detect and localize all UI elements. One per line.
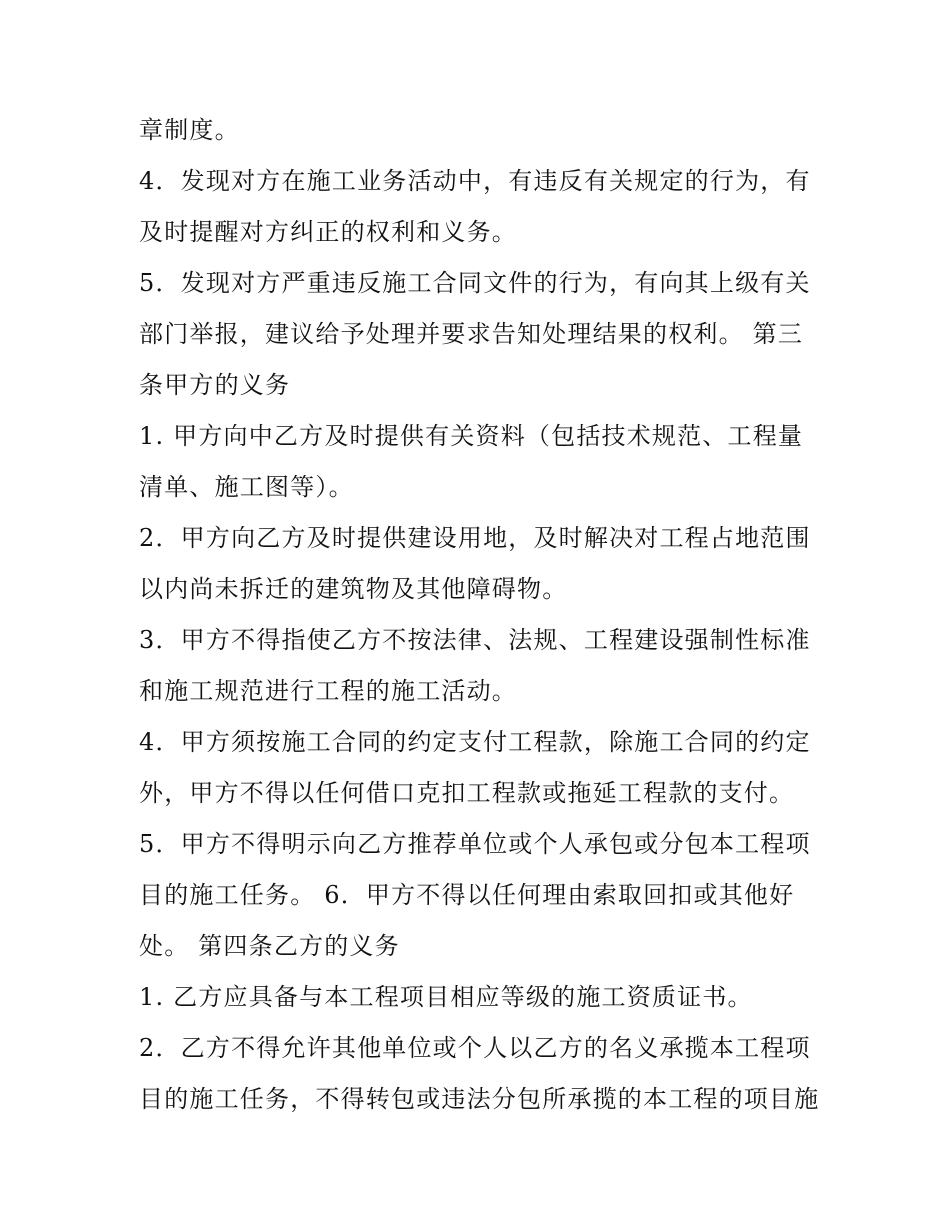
text-line: 及时提醒对方纠正的权利和义务。 xyxy=(139,218,517,246)
text-line: 部门举报，建议给予处理并要求告知处理结果的权利。 第三 xyxy=(139,320,804,348)
text-line: 目的施工任务。 6．甲方不得以任何理由索取回扣或其他好 xyxy=(139,881,795,909)
text-line: 以内尚未拆迁的建筑物及其他障碍物。 xyxy=(139,575,568,603)
text-line: 和施工规范进行工程的施工活动。 xyxy=(139,677,517,705)
text-line: 章制度。 xyxy=(139,116,240,144)
text-line: 1. 甲方向中乙方及时提供有关资料（包括技术规范、工程量 xyxy=(139,422,804,450)
text-line: 5．发现对方严重违反施工合同文件的行为，有向其上级有关 xyxy=(139,269,811,297)
text-line: 4．甲方须按施工合同的约定支付工程款，除施工合同的约定 xyxy=(139,728,811,756)
text-line: 5．甲方不得明示向乙方推荐单位或个人承包或分包本工程项 xyxy=(139,830,811,858)
text-line: 外，甲方不得以任何借口克扣工程款或拖延工程款的支付。 xyxy=(139,779,795,807)
text-line: 1. 乙方应具备与本工程项目相应等级的施工资质证书。 xyxy=(139,983,753,1011)
text-line: 条甲方的义务 xyxy=(139,371,291,399)
text-line: 目的施工任务，不得转包或违法分包所承揽的本工程的项目施 xyxy=(139,1085,820,1113)
text-line: 3．甲方不得指使乙方不按法律、法规、工程建设强制性标准 xyxy=(139,626,811,654)
text-line: 2．乙方不得允许其他单位或个人以乙方的名义承揽本工程项 xyxy=(139,1034,811,1062)
text-line: 2．甲方向乙方及时提供建设用地，及时解决对工程占地范围 xyxy=(139,524,811,552)
contract-text-block xyxy=(139,105,829,1125)
text-line: 清单、施工图等）。 xyxy=(139,473,354,501)
text-line: 4．发现对方在施工业务活动中，有违反有关规定的行为，有 xyxy=(139,167,811,195)
text-line: 处。 第四条乙方的义务 xyxy=(139,932,400,960)
